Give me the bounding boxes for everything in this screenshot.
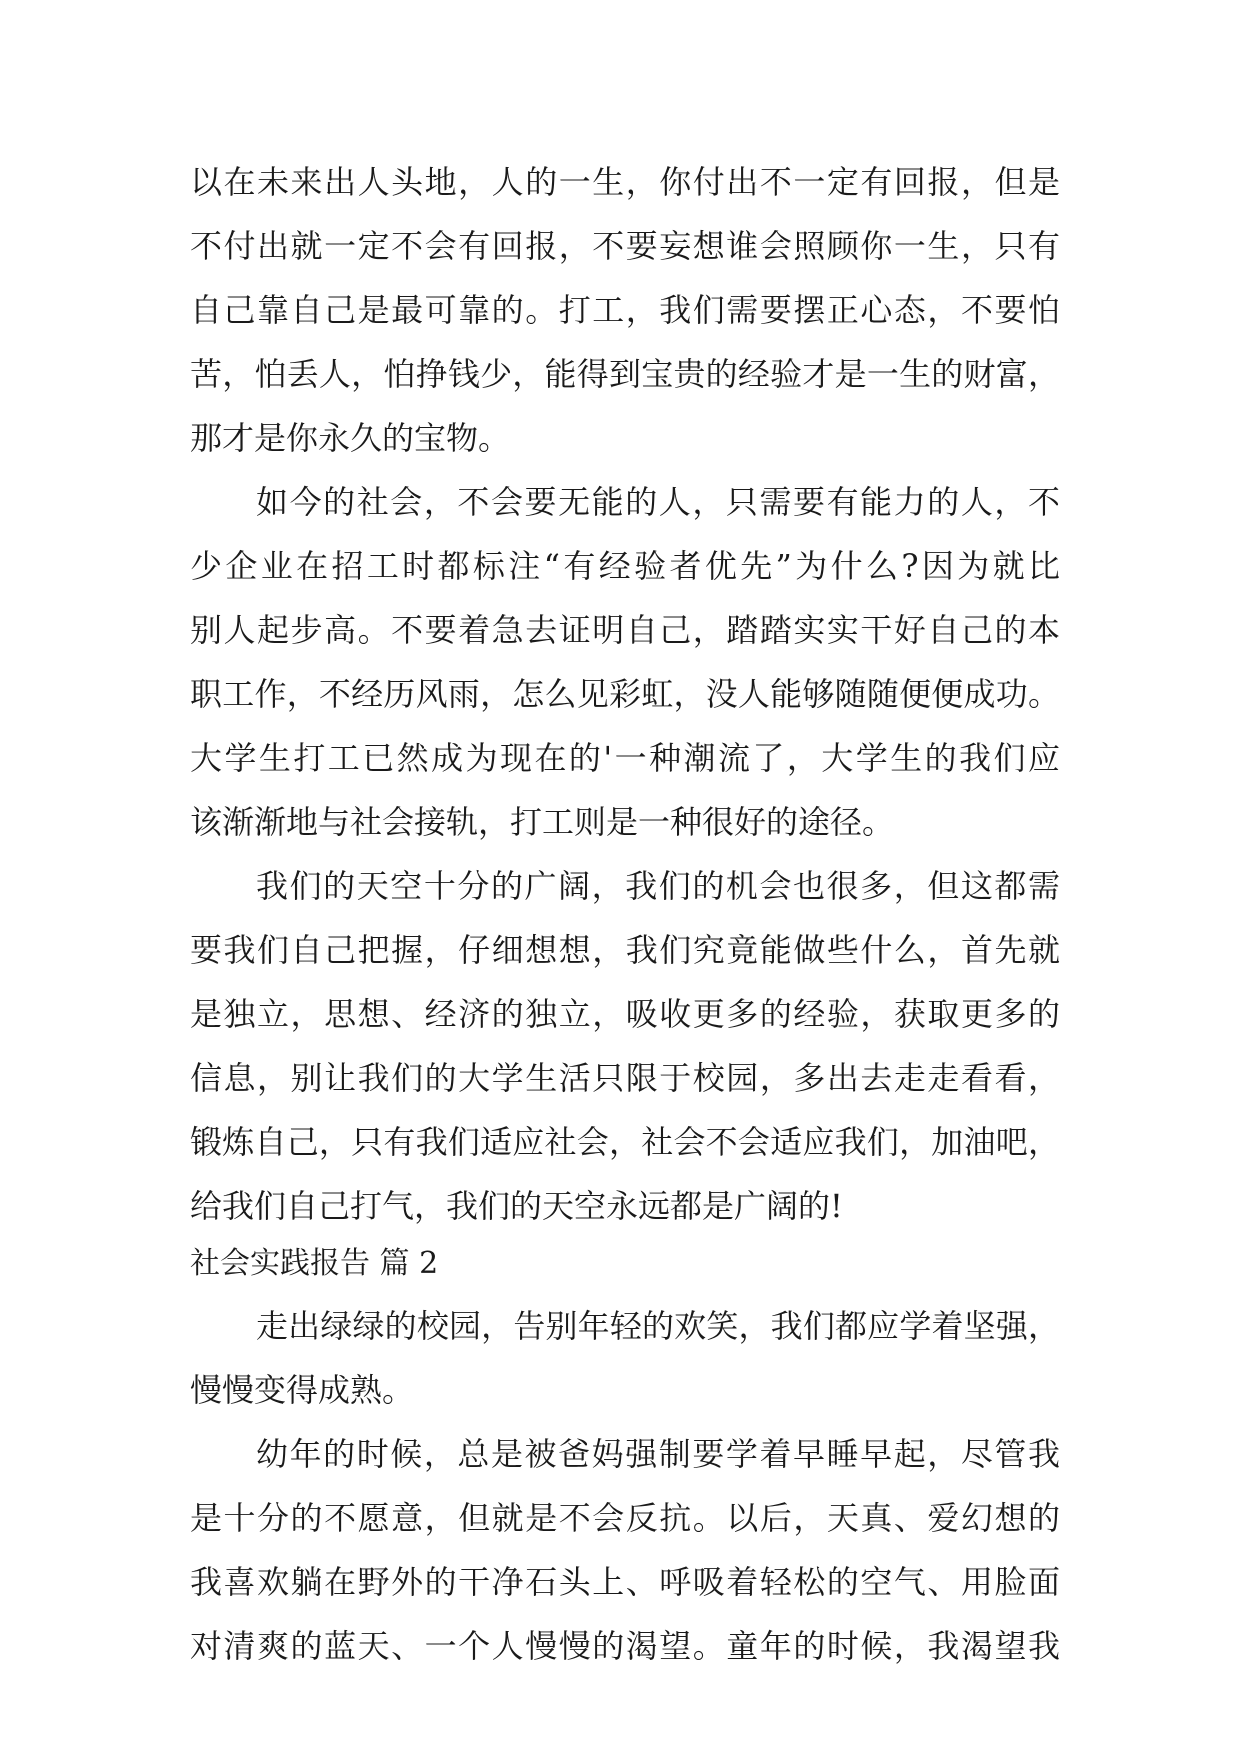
- paragraph-2-line-5: 大学生打工已然成为现在的'一种潮流了，大学生的我们应: [190, 739, 1060, 777]
- paragraph-1-line-2: 不付出就一定不会有回报，不要妄想谁会照顾你一生，只有: [190, 227, 1060, 265]
- paragraph-4-line-2: 慢慢变得成熟。: [190, 1371, 415, 1409]
- paragraph-5-line-4: 对清爽的蓝天、一个人慢慢的渴望。童年的时候，我渴望我: [190, 1627, 1060, 1665]
- paragraph-3-line-3: 是独立，思想、经济的独立，吸收更多的经验，获取更多的: [190, 995, 1060, 1033]
- paragraph-5-line-1: 幼年的时候，总是被爸妈强制要学着早睡早起，尽管我: [256, 1435, 1060, 1473]
- paragraph-1-line-4: 苦，怕丢人，怕挣钱少，能得到宝贵的经验才是一生的财富，: [190, 355, 1060, 393]
- paragraph-3-line-1: 我们的天空十分的广阔，我们的机会也很多，但这都需: [256, 867, 1060, 905]
- paragraph-5-line-3: 我喜欢躺在野外的干净石头上、呼吸着轻松的空气、用脸面: [190, 1563, 1060, 1601]
- paragraph-1-line-5: 那才是你永久的宝物。: [190, 419, 511, 457]
- paragraph-2-line-2: 少企业在招工时都标注“有经验者优先”为什么?因为就比: [190, 547, 1060, 585]
- paragraph-2-line-6: 该渐渐地与社会接轨，打工则是一种很好的途径。: [190, 803, 895, 841]
- paragraph-1-line-3: 自己靠自己是最可靠的。打工，我们需要摆正心态，不要怕: [190, 291, 1060, 329]
- paragraph-3-line-6: 给我们自己打气，我们的天空永远都是广阔的!: [190, 1187, 843, 1225]
- paragraph-4-line-1: 走出绿绿的校园，告别年轻的欢笑，我们都应学着坚强，: [256, 1307, 1060, 1345]
- paragraph-5-line-2: 是十分的不愿意，但就是不会反抗。以后，天真、爱幻想的: [190, 1499, 1060, 1537]
- paragraph-2-line-4: 职工作，不经历风雨，怎么见彩虹，没人能够随随便便成功。: [190, 675, 1060, 713]
- paragraph-1-line-1: 以在未来出人头地，人的一生，你付出不一定有回报，但是: [190, 163, 1060, 201]
- section-heading: 社会实践报告 篇 2: [190, 1246, 439, 1281]
- paragraph-3-line-5: 锻炼自己，只有我们适应社会，社会不会适应我们，加油吧，: [190, 1123, 1060, 1161]
- paragraph-3-line-4: 信息，别让我们的大学生活只限于校园，多出去走走看看，: [190, 1059, 1060, 1097]
- paragraph-2-line-1: 如今的社会，不会要无能的人，只需要有能力的人，不: [256, 483, 1060, 521]
- paragraph-3-line-2: 要我们自己把握，仔细想想，我们究竟能做些什么，首先就: [190, 931, 1060, 969]
- paragraph-2-line-3: 别人起步高。不要着急去证明自己，踏踏实实干好自己的本: [190, 611, 1060, 649]
